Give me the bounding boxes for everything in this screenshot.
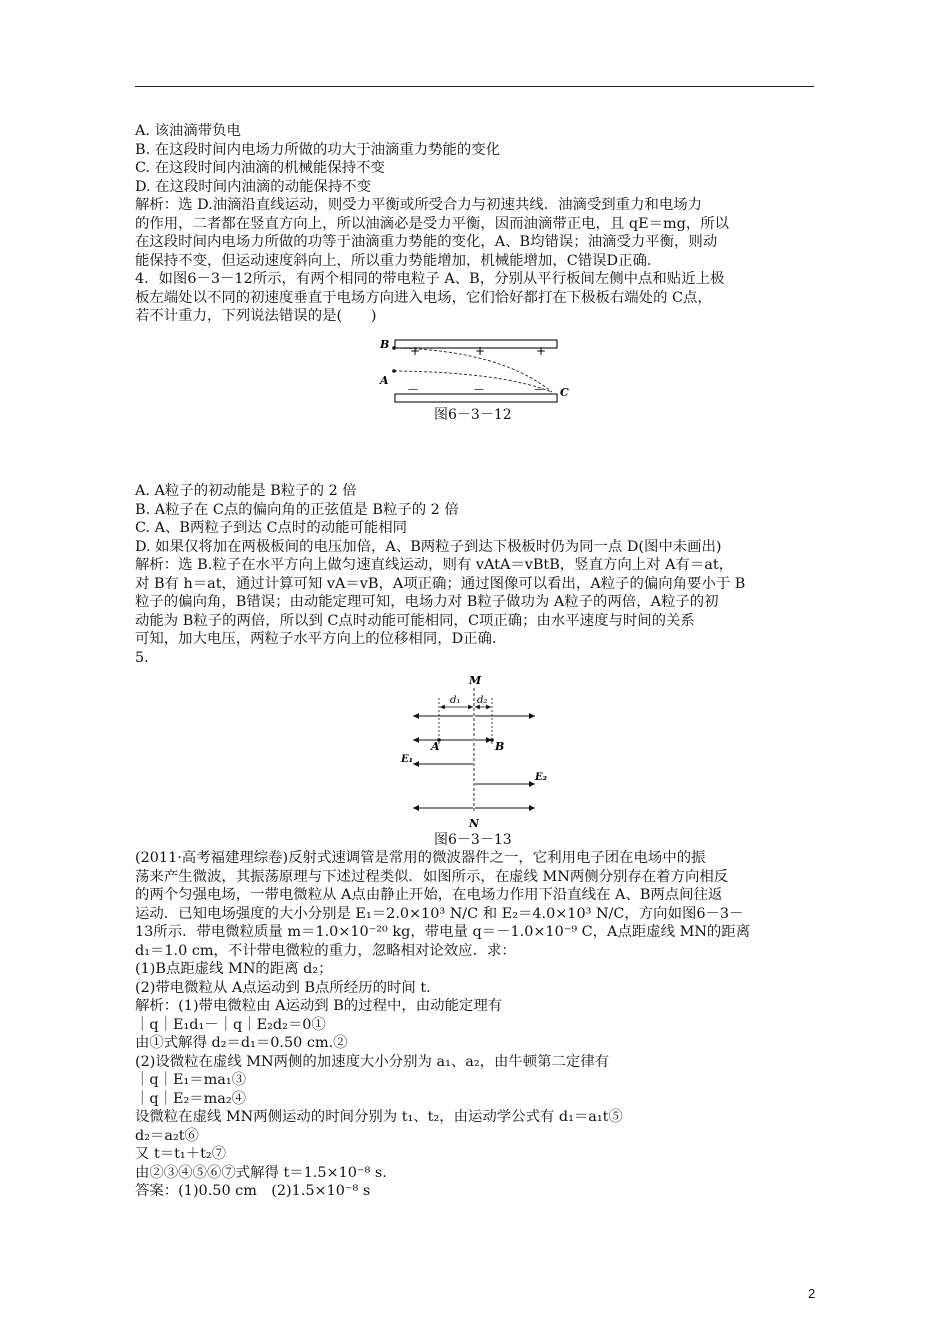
text-line: d₂＝a₂t⑥ — [135, 1127, 199, 1144]
text-line: 由①式解得 d₂＝d₁＝0.50 cm.② — [135, 1035, 348, 1051]
text-line: 在这段时间内电场力所做的功等于油滴重力势能的变化，A、B均错误；油滴受力平衡，则动 — [135, 234, 718, 250]
text-line: 由②③④⑤⑥⑦式解得 t＝1.5×10⁻⁸ s. — [135, 1164, 387, 1181]
minus-sign: — — [408, 384, 418, 395]
text-line: 动能为 B粒子的两倍，所以到 C点时动能可能相同，C项正确；由水平速度与时间的关系 — [135, 612, 695, 629]
text-line: (2)带电微粒从 A点运动到 B点所经历的时间 t. — [135, 979, 431, 996]
plus-sign: + — [410, 344, 421, 358]
label-d2: d₂ — [477, 695, 488, 706]
text-line: A. A粒子的初动能是 B粒子的 2 倍 — [135, 483, 357, 499]
text-line: 粒子的偏向角，B错误；由动能定理可知，电场力对 B粒子做功为 A粒子的两倍，A粒子的初 — [135, 594, 719, 610]
page-number: 2 — [808, 1286, 816, 1301]
text-block-q4-options-and-analysis — [135, 482, 815, 667]
label-b: B — [380, 338, 390, 351]
point-b — [490, 738, 494, 742]
plus-sign: + — [536, 344, 547, 358]
plus-sign: + — [475, 344, 486, 358]
label-b: B — [495, 740, 505, 753]
label-e1: E₁ — [401, 754, 414, 765]
label-e2: E₂ — [535, 772, 548, 783]
figure-caption: 图6－3－13 — [434, 832, 512, 848]
text-line: B. 在这段时间内电场力所做的功大于油滴重力势能的变化 — [135, 141, 501, 158]
text-line: 解析：选 B.粒子在水平方向上做匀速直线运动，则有 vAtA＝vBtB，竖直方向上对 A有＝at， — [135, 557, 734, 573]
text-line: ｜q｜E₂＝ma₂④ — [135, 1090, 247, 1107]
text-line: d₁＝1.0 cm，不计带电微粒的重力，忽略相对论效应．求： — [135, 942, 516, 959]
text-line: 13所示．带电微粒质量 m＝1.0×10⁻²⁰ kg，带电量 q＝－1.0×10⁻⁹ C，A点距虚线 MN的距离 — [135, 924, 751, 940]
text-line: 若不计重力，下列说法错误的是( ) — [135, 308, 377, 324]
text-line: 的作用，二者都在竖直方向上，所以油滴必是受力平衡，因而油滴带正电，且 qE＝mg，所以 — [135, 215, 729, 232]
text-line: B. A粒子在 C点的偏向角的正弦值是 B粒子的 2 倍 — [135, 501, 459, 518]
label-d1: d₁ — [450, 695, 461, 706]
text-line: 的两个匀强电场，一带电微粒从 A点由静止开始，在电场力作用下沿直线在 A、B两点间往返 — [135, 887, 723, 903]
text-line: D. 在这段时间内油滴的动能保持不变 — [135, 178, 372, 195]
text-line: 又 t＝t₁＋t₂⑦ — [135, 1146, 227, 1162]
particle-a — [392, 369, 396, 373]
text-line: 荡来产生微波，其振荡原理与下述过程类似．如图所示，在虚线 MN两侧分别存在着方向相反 — [135, 868, 729, 885]
label-a: A — [380, 374, 389, 387]
text-block-options-and-q4 — [135, 122, 815, 326]
text-line: D. 如果仅将加在两极板间的电压加倍，A、B两粒子到达下极板时仍为同一点 D(图中未画出) — [135, 538, 722, 555]
text-line: 答案：(1)0.50 cm (2)1.5×10⁻⁸ s — [135, 1183, 371, 1199]
label-n: N — [469, 817, 480, 830]
text-line: 运动．已知电场强度的大小分别是 E₁＝2.0×10³ N/C 和 E₂＝4.0×10³ N/C，方向如图6－3－ — [135, 905, 744, 922]
minus-sign: — — [534, 384, 544, 395]
text-line: ｜q｜E₁d₁－｜q｜E₂d₂＝0① — [135, 1016, 326, 1033]
label-m: M — [469, 674, 482, 687]
text-line: 4．如图6－3－12所示，有两个相同的带电粒子 A、B，分别从平行板间左侧中点和贴近上极 — [135, 271, 725, 287]
text-line: C. A、B两粒子到达 C点时的动能可能相同 — [135, 520, 408, 536]
text-line: A. 该油滴带负电 — [135, 123, 241, 139]
text-line: ｜q｜E₁＝ma₁③ — [135, 1072, 247, 1088]
text-line: 对 B有 h＝at，通过计算可知 vA＝vB，A项正确；通过图像可以看出，A粒子的偏向角要小于 B — [135, 575, 746, 592]
text-line: (2)设微粒在虚线 MN两侧的加速度大小分别为 a₁、a₂，由牛顿第二定律有 — [135, 1053, 610, 1070]
text-line: 可知，加大电压，两粒子水平方向上的位移相同，D正确． — [135, 631, 507, 647]
text-line: 能保持不变，但运动速度斜向上，所以重力势能增加，机械能增加，C错误D正确． — [135, 252, 662, 269]
text-line: 解析：选 D.油滴沿直线运动，则受力平衡或所受合力与初速共线．油滴受到重力和电场力 — [135, 197, 703, 213]
header-rule — [135, 86, 814, 87]
text-line: 设微粒在虚线 MN两侧运动的时间分别为 t₁、t₂，由运动学公式有 d₁＝a₁t⑤ — [135, 1109, 623, 1125]
text-line: 5. — [135, 649, 149, 666]
figure-6-3-13 — [395, 670, 555, 832]
text-line: 解析：(1)带电微粒由 A运动到 B的过程中，由动能定理有 — [135, 998, 503, 1014]
text-line: 板左端处以不同的初速度垂直于电场方向进入电场，它们恰好都打在下极板右端处的 C点， — [135, 289, 712, 306]
figure-6-3-12 — [370, 334, 590, 406]
lower-plate — [395, 394, 557, 402]
text-line: (1)B点距虚线 MN的距离 d₂； — [135, 961, 333, 977]
label-c: C — [560, 386, 569, 399]
label-a: A — [431, 740, 440, 753]
figure-caption: 图6－3－12 — [434, 407, 512, 423]
text-block-q5 — [135, 849, 815, 1201]
particle-b — [392, 346, 396, 350]
text-line: C. 在这段时间内油滴的机械能保持不变 — [135, 160, 385, 176]
minus-sign: — — [474, 384, 484, 395]
text-line: (2011·高考福建理综卷)反射式速调管是常用的微波器件之一，它利用电子团在电场中的振 — [135, 850, 706, 866]
